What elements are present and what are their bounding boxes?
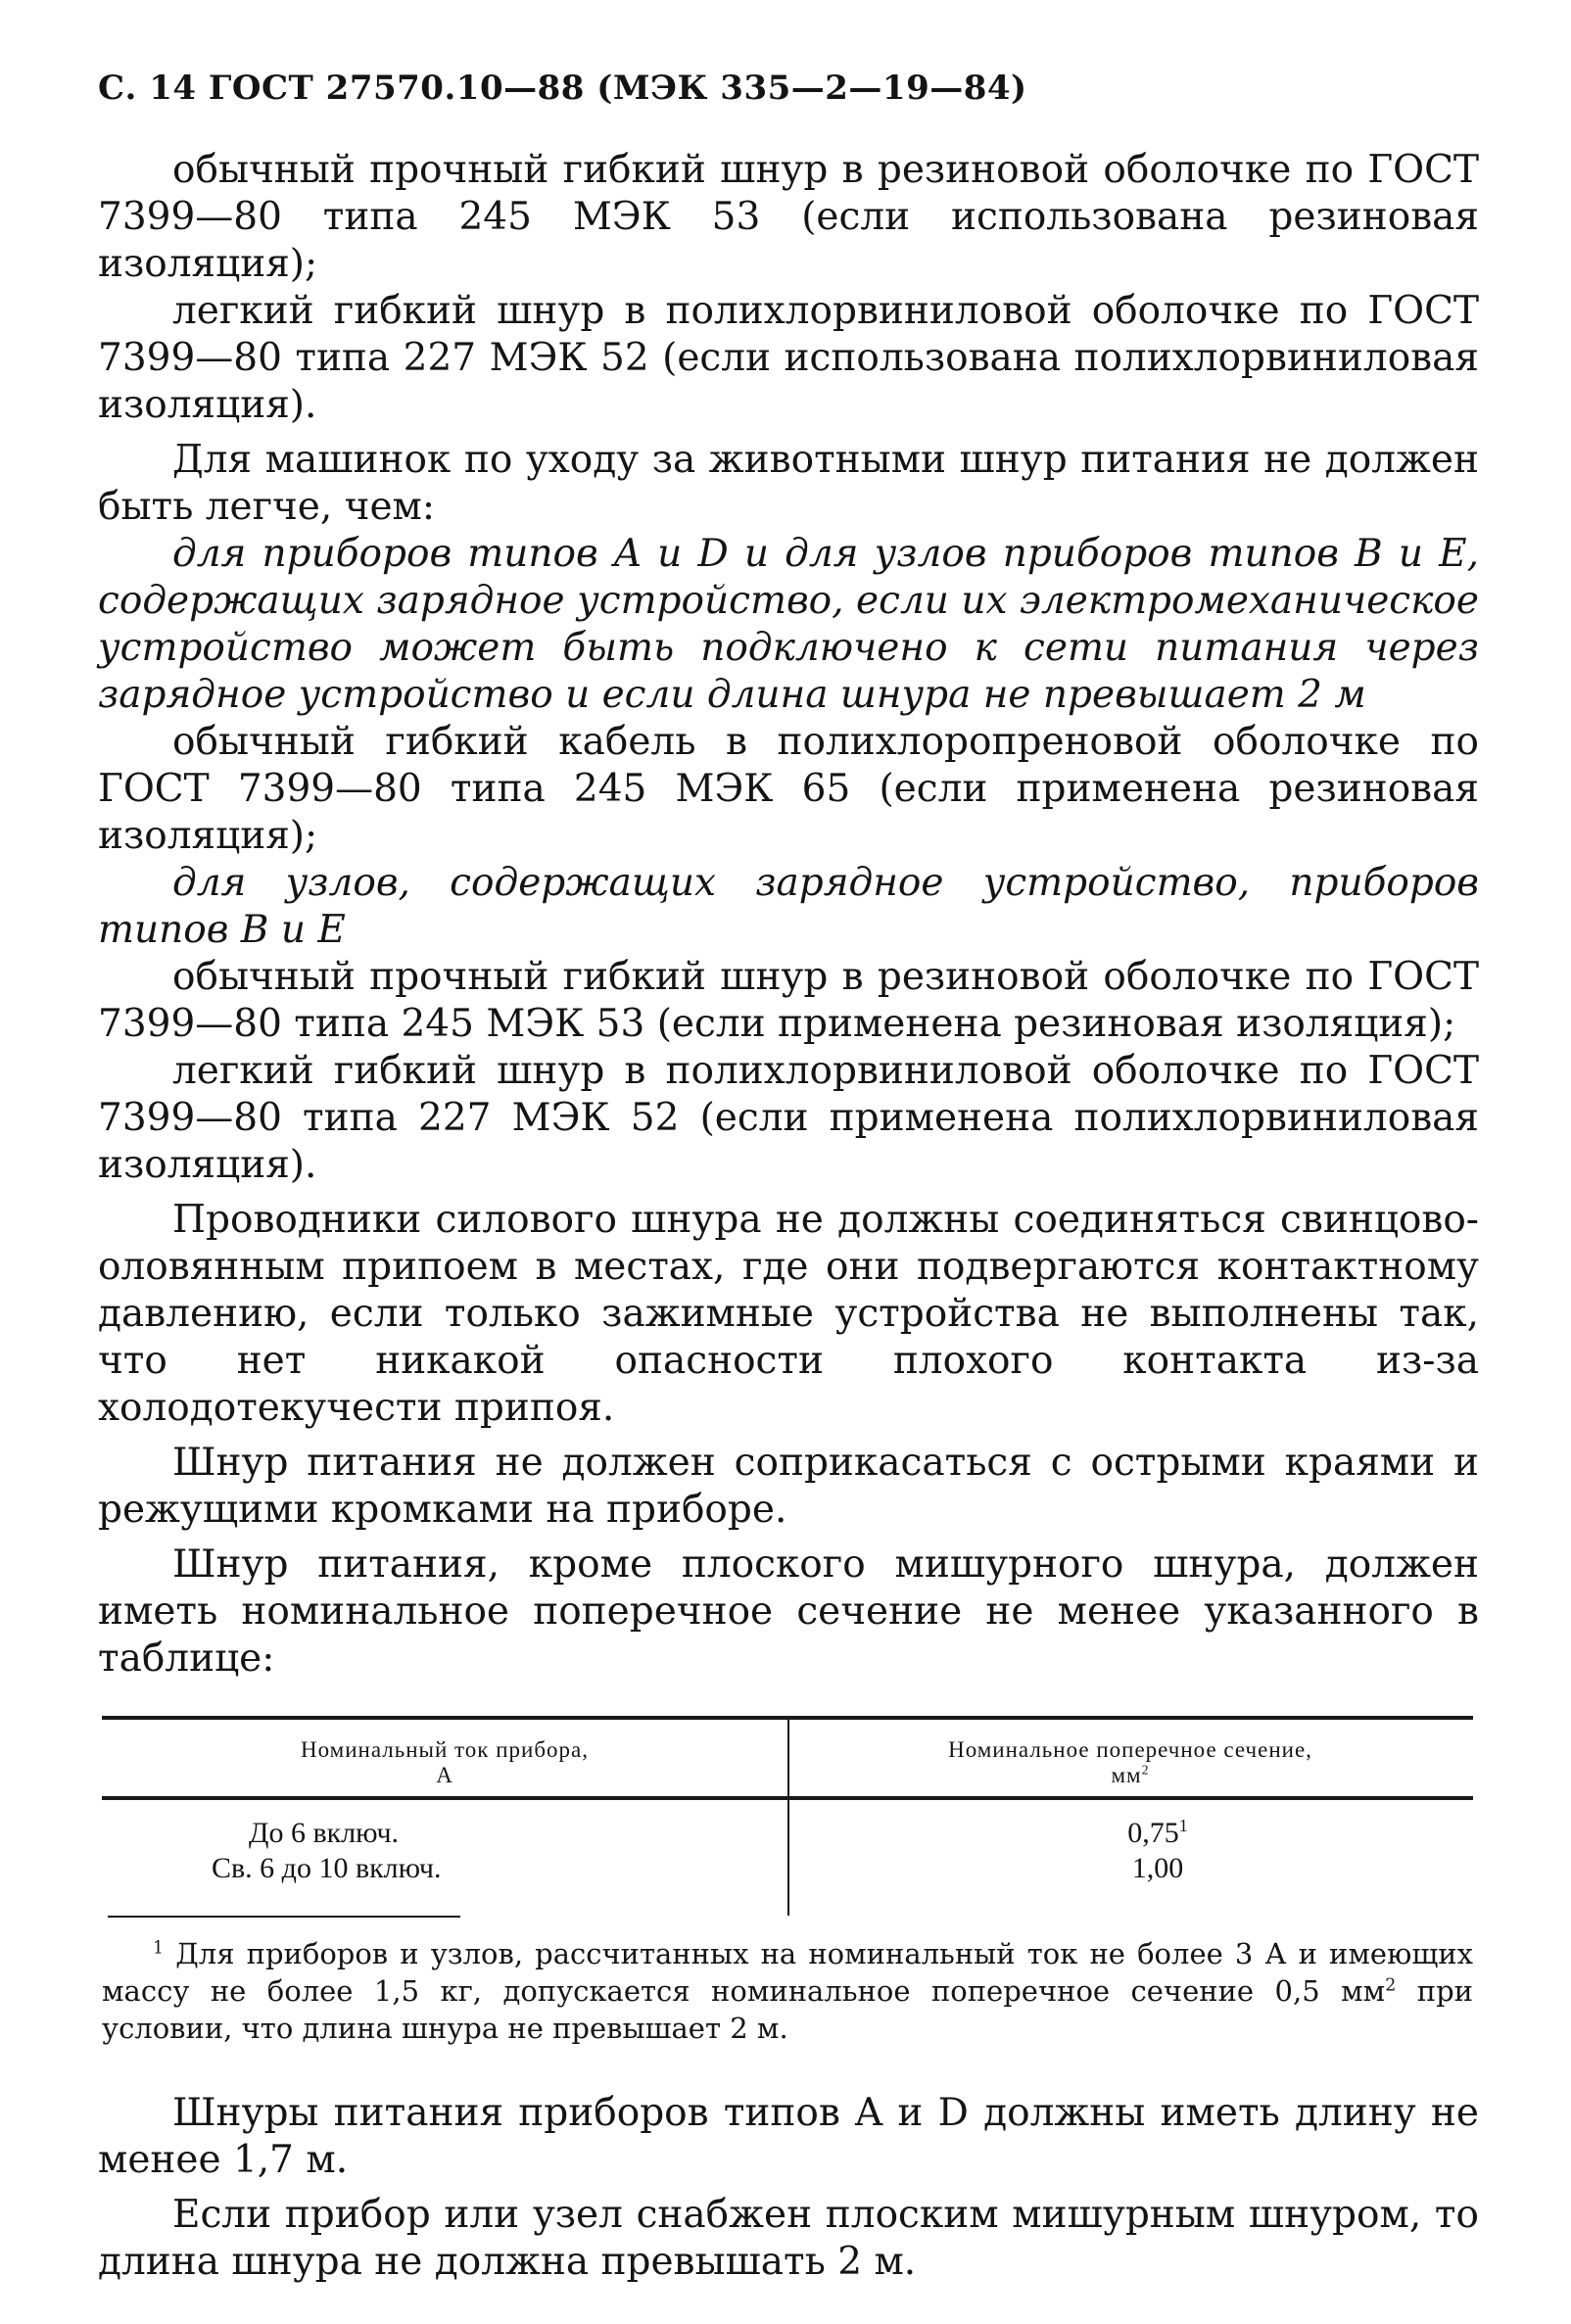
condition-types-b-e: для узлов, содержащих зарядное устройство, приборов типов B и E — [98, 861, 1479, 952]
table-header — [102, 1720, 1473, 1796]
closing-text — [98, 2090, 1479, 2286]
sharp-edges-paragraph: Шнур питания не должен соприкасаться с острыми краями и режущими кромками на приборе. — [98, 1441, 1479, 1532]
header-current: Номинальный ток прибора, А — [301, 1737, 589, 1787]
document-page — [98, 69, 1479, 2286]
table-cell-section: 0,75$^1$ — [1127, 1816, 1188, 1849]
cord-item-pvc-2: легкий гибкий шнур в полихлорвиниловой оболочке по ГОСТ 7399—80 типа 227 МЭК 52 (если применена полихлорвиниловая изоляция). — [98, 1049, 1479, 1187]
section-column — [842, 1800, 1473, 1916]
column-divider — [787, 1720, 789, 1796]
header-section: Номинальное поперечное сечение, $мм^2$ — [948, 1737, 1312, 1787]
cross-section-table — [102, 1716, 1473, 2047]
animal-clippers-paragraph: Для машинок по уходу за животными шнур питания не должен быть легче, чем: — [98, 438, 1479, 529]
table-cell-current: Св. 6 до 10 включ. — [212, 1852, 442, 1884]
solder-paragraph: Проводники силового шнура не должны соединяться свинцово-оловянным припоем в местах, где они подвергаются контактному давлению, если только зажимные устройства не выполнены так, что нет никакой опасности плохого контакта из-за холодотекучести припоя. — [98, 1198, 1479, 1430]
cord-item-rubber: обычный прочный гибкий шнур в резиновой оболочке по ГОСТ 7399—80 типа 245 МЭК 53 (если использована резиновая изоляция); — [98, 148, 1479, 286]
condition-types-a-d: для приборов типов A и D и для узлов приборов типов B и E, содержащих зарядное устройство, если их электромеханическое устройство может быть подключено к сети питания через зарядное устройство и если длина шнура не превышает 2 м — [98, 532, 1479, 717]
column-divider — [787, 1800, 789, 1916]
cord-length-paragraph: Шнуры питания приборов типов A и D должны иметь длину не менее 1,7 м. — [98, 2091, 1479, 2182]
current-column — [102, 1800, 842, 1916]
footnote-rule — [108, 1916, 460, 1918]
cord-item-pvc: легкий гибкий шнур в полихлорвиниловой оболочке по ГОСТ 7399—80 типа 227 МЭК 52 (если использована полихлорвиниловая изоляция). — [98, 289, 1479, 427]
table-body — [102, 1800, 1473, 1916]
page-header: С. 14 ГОСТ 27570.10—88 (МЭК 335—2—19—84) — [98, 69, 1027, 108]
footnote: $^1$ Для приборов и узлов, рассчитанных на номинальный ток не более 3 А и имеющих массу не более 1,5 кг, допускается номинальное поперечное сечение 0,5 $мм^2$ при условии, что длина шнура не превышает 2 м. — [102, 1937, 1473, 2045]
body-text — [98, 147, 1479, 1683]
cord-item-rubber-2: обычный прочный гибкий шнур в резиновой оболочке по ГОСТ 7399—80 типа 245 МЭК 53 (если применена резиновая изоляция); — [98, 955, 1479, 1046]
tinsel-cord-paragraph: Если прибор или узел снабжен плоским мишурным шнуром, то длина шнура не должна превышать 2 м. — [98, 2193, 1479, 2284]
cord-item-polychloroprene: обычный гибкий кабель в полихлоропреновой оболочке по ГОСТ 7399—80 типа 245 МЭК 65 (если применена резиновая изоляция); — [98, 720, 1479, 858]
table-cell-section: 1,00 — [1131, 1852, 1184, 1884]
cross-section-paragraph: Шнур питания, кроме плоского мишурного шнура, должен иметь номинальное поперечное сечение не менее указанного в таблице: — [98, 1542, 1479, 1681]
table-cell-current: До 6 включ. — [249, 1817, 400, 1849]
